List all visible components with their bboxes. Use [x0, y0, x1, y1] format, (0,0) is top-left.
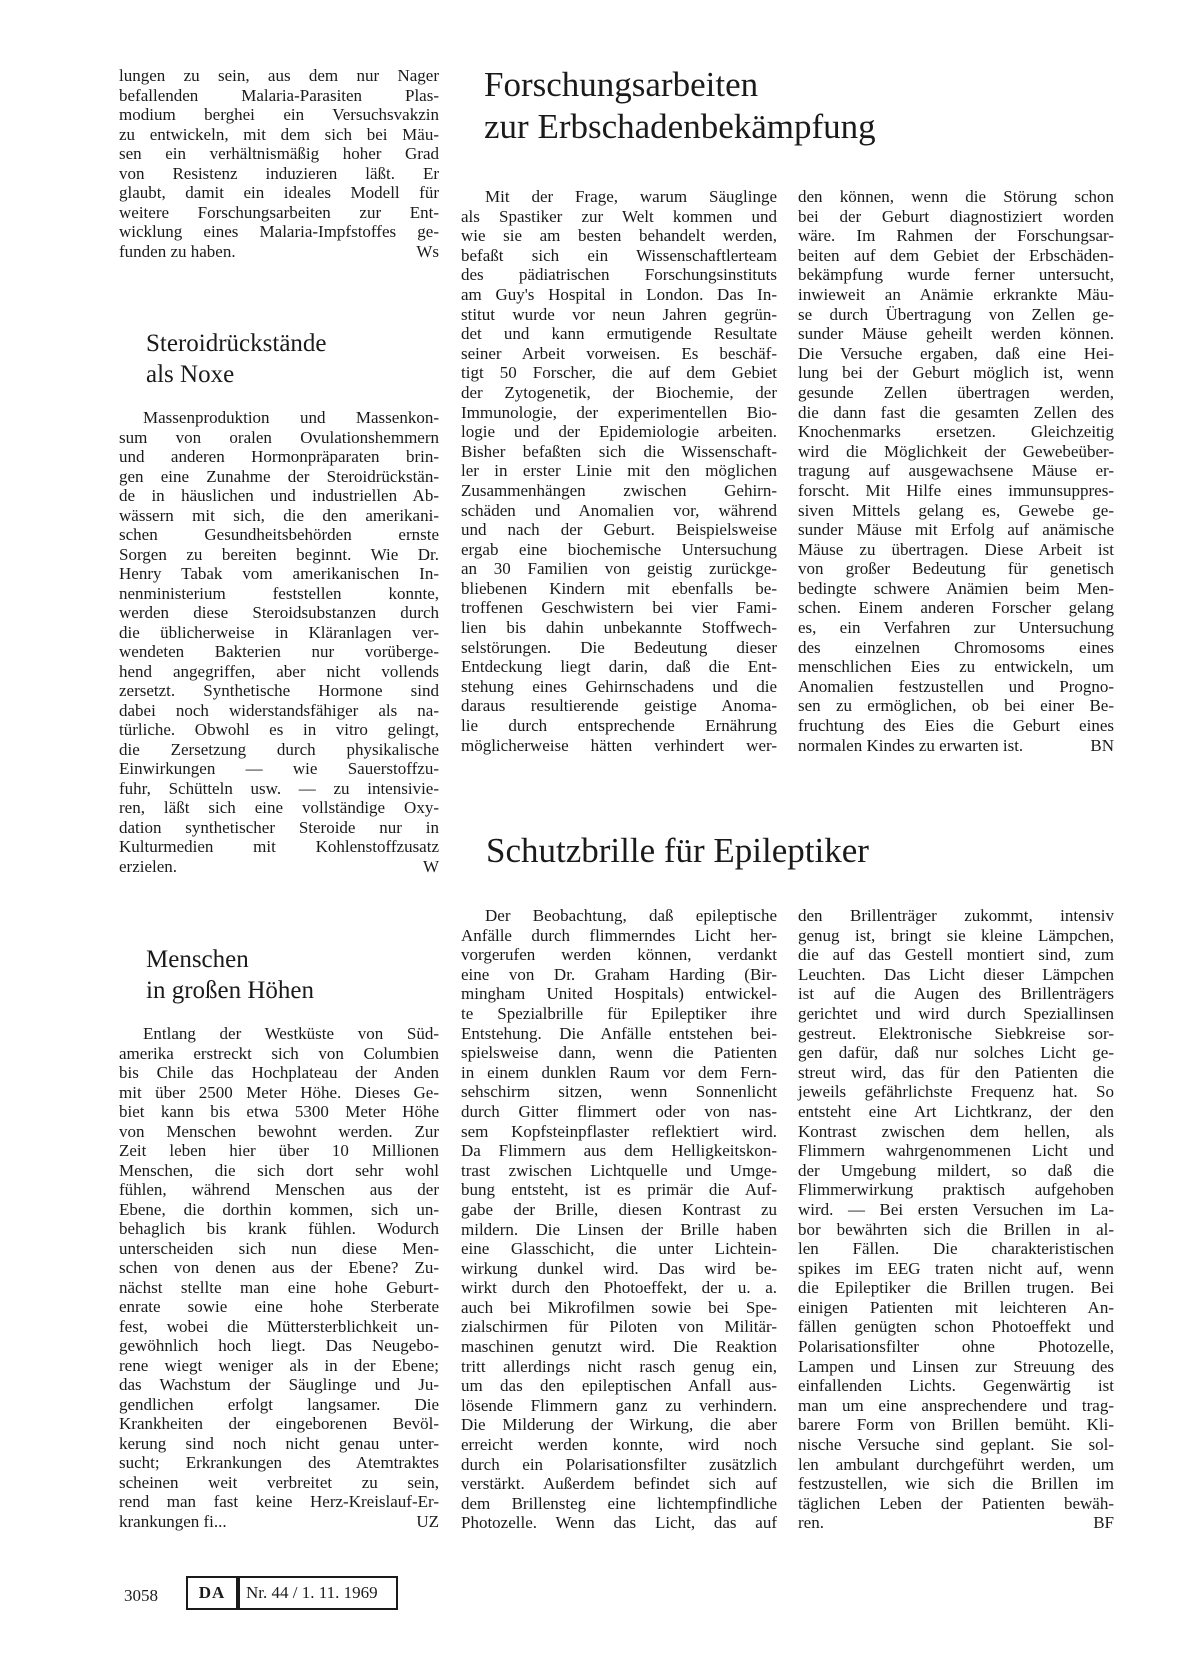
page-number: 3058 — [124, 1586, 158, 1605]
text-line: unterscheiden sich nun diese Men- — [119, 1238, 439, 1258]
text-line: Anomalien festzustellen und Progno- — [798, 676, 1114, 696]
column-left-top — [119, 66, 439, 261]
text-line: befaßt sich ein Wissenschaftlerteam — [461, 245, 777, 265]
text-line: scheinen weit verbreitet zu sein, — [119, 1472, 439, 1492]
steroid-lines — [119, 408, 439, 857]
text-line: sucht; Erkrankungen des Atemtraktes — [119, 1453, 439, 1472]
text-line: die dann fast die gesamten Zellen des — [798, 402, 1114, 422]
text-line: te Spezialbrille für Epileptiker ihre — [461, 1003, 777, 1023]
text-line: Der Beobachtung, daß epileptische — [485, 906, 777, 925]
text-line: rend man fast keine Herz-Kreislauf-Er- — [119, 1492, 439, 1511]
text-line: schen von denen aus der Ebene? Zu- — [119, 1258, 439, 1277]
text-line: Kontrast zwischen dem hellen, als — [798, 1121, 1114, 1141]
text-line: daraus resultierende geistige Anoma- — [461, 696, 777, 716]
text-line: Entlang der Westküste von Süd- — [143, 1024, 439, 1043]
text-line: Flimmerwirkung praktisch aufgehoben — [798, 1180, 1114, 1200]
text-line: Ebene, die dorthin kommen, sich un- — [119, 1199, 439, 1219]
signature: UZ — [416, 1511, 439, 1531]
brille-col1-lines — [461, 906, 777, 1533]
text-line: man um eine ansprechendere und trag- — [798, 1395, 1114, 1415]
text-line: zersetzt. Synthetische Hormone sind — [119, 681, 439, 700]
text-line: bei der Geburt diagnostiziert worden — [798, 206, 1114, 226]
text-line: jeweils gefährlichste Frequenz hat. So — [798, 1082, 1114, 1102]
text-line: Da Flimmern aus dem Helligkeitskon- — [461, 1141, 777, 1161]
text-line: am Guy's Hospital in London. Das In- — [461, 284, 777, 304]
text-line: als Spastiker zur Welt kommen und — [461, 206, 777, 226]
text-line: wie sie am besten behandelt werden, — [461, 226, 777, 246]
text-line: sum von oralen Ovulationshemmern — [119, 427, 439, 447]
text-line: Zeit leben hier über 10 Millionen — [119, 1141, 439, 1160]
text-line: Lampen und Linsen zur Streuung des — [798, 1356, 1114, 1376]
text-line: durch ein Polarisationsfilter zusätzlich — [461, 1454, 777, 1474]
text-line: gestreut. Elektronische Siebkreise sor- — [798, 1023, 1114, 1043]
text-line: selstörungen. Die Bedeutung dieser — [461, 637, 777, 657]
text-line: möglicherweise hätten verhindert wer- — [461, 735, 777, 755]
text-line: lösende Flimmern ganz zu verhindern. — [461, 1395, 777, 1415]
article-body-steroid — [119, 408, 439, 876]
text-line: an 30 Familien von geistig zurückge- — [461, 559, 777, 579]
text-line: biet kann bis etwa 5300 Meter Höhe — [119, 1102, 439, 1121]
text-line: in einem dunklen Raum vor dem Fern- — [461, 1062, 777, 1082]
text-line: Die Versuche ergaben, daß eine Hei- — [798, 343, 1114, 363]
text-line: die auf das Gestell montiert sind, zum — [798, 945, 1114, 965]
text-line: len Fällen. Die charakteristischen — [798, 1239, 1114, 1259]
journal-logo: DA — [186, 1576, 238, 1610]
text-line: Leuchten. Das Licht dieser Lämpchen — [798, 964, 1114, 984]
text-line: wäre. Im Rahmen der Forschungsar- — [798, 226, 1114, 246]
text-line: schen. Einem anderen Forscher gelang — [798, 598, 1114, 618]
text-line: von Resistenz induzieren läßt. Er — [119, 163, 439, 183]
text-line: türliche. Obwohl es in vitro gelingt, — [119, 720, 439, 739]
text-line: nische Versuche sind geplant. Sie sol- — [798, 1435, 1114, 1455]
text-line: mingham United Hospitals) entwickel- — [461, 984, 777, 1004]
text-line: dation synthetischer Steroide nur in — [119, 817, 439, 837]
erbschaden-col1-lines — [461, 187, 777, 755]
text-line: fühlen, während Menschen aus der — [119, 1180, 439, 1199]
signature: BF — [1093, 1513, 1114, 1533]
text-line: bliebenen Kindern mit ebenfalls be- — [461, 578, 777, 598]
text-line: tragung auf ausgewachsene Mäuse er- — [798, 461, 1114, 481]
text-line: spielsweise dann, wenn die Patienten — [461, 1043, 777, 1063]
text-line: von großer Bedeutung für genetisch — [798, 559, 1114, 579]
text-line: Die Milderung der Wirkung, die aber — [461, 1415, 777, 1435]
text-line: gabe der Brille, diesen Kontrast zu — [461, 1199, 777, 1219]
text-line: zialschirmen für Piloten von Militär- — [461, 1317, 777, 1337]
text-line: lungen zu sein, aus dem nur Nager — [119, 66, 439, 85]
text-line: der Umgebung mildert, so daß die — [798, 1160, 1114, 1180]
text-line: von Menschen bewohnt werden. Zur — [119, 1121, 439, 1141]
text-line: stitut wurde vor neun Jahren gegrün- — [461, 304, 777, 324]
erbschaden-column-2 — [798, 187, 1114, 755]
text-line: det und kann ermutigende Resultate — [461, 324, 777, 344]
text-line: tigt 50 Forscher, die auf dem Gebiet — [461, 363, 777, 383]
text-line: amerika erstreckt sich von Columbien — [119, 1043, 439, 1063]
text-line: entsteht eine Art Lichtkranz, der den — [798, 1101, 1114, 1121]
text-line: Polarisationsfilter ohne Photozelle, — [798, 1337, 1114, 1357]
text-line: sem Kopfsteinpflaster reflektiert wird. — [461, 1121, 777, 1141]
text-line: Kulturmedien mit Kohlenstoffzusatz — [119, 837, 439, 856]
text-line: erreicht werden konnte, wird noch — [461, 1435, 777, 1455]
text-line: das Wachstum der Säuglinge und Ju- — [119, 1375, 439, 1394]
text-line: Mit der Frage, warum Säuglinge — [485, 187, 777, 206]
text-line: gen dafür, daß nur solches Licht ge- — [798, 1043, 1114, 1063]
text-line: und nach der Geburt. Beispielsweise — [461, 520, 777, 540]
text-line: festzustellen, wie sich die Brillen im — [798, 1474, 1114, 1494]
signature: BN — [1090, 735, 1114, 755]
text-line: Photozelle. Wenn das Licht, das auf — [461, 1513, 777, 1533]
hoehen-lines — [119, 1024, 439, 1512]
article-title-steroid: Steroidrückstände als Noxe — [146, 330, 327, 388]
article-body-hoehen — [119, 1024, 439, 1531]
erbschaden-column-1 — [461, 187, 777, 755]
brille-col2-lines — [798, 906, 1114, 1513]
text-line: Entdeckung liegt darin, daß die Ent- — [461, 657, 777, 677]
text-line: Sorgen zu bereiten beginnt. Wie Dr. — [119, 544, 439, 564]
text-line: lie durch entsprechende Ernährung — [461, 716, 777, 736]
text-line: wicklung eines Malaria-Impfstoffes ge- — [119, 222, 439, 241]
text-line: wässern mit sich, die den amerikani- — [119, 505, 439, 525]
text-line: se durch Übertragung von Zellen ge- — [798, 304, 1114, 324]
text-line: Anfälle durch flimmerndes Licht her- — [461, 925, 777, 945]
text-line: fruchtung des Eies die Geburt eines — [798, 716, 1114, 736]
text-line: bedingte schwere Anämien beim Men- — [798, 578, 1114, 598]
text-line: gen eine Zunahme der Steroidrückstän- — [119, 466, 439, 486]
text-line: logie und der Epidemiologie arbeiten. — [461, 422, 777, 442]
text-line: gewöhnlich hoch liegt. Das Neugebo- — [119, 1336, 439, 1355]
text-line: gesunde Zellen übertragen werden, — [798, 382, 1114, 402]
text-line: den Brillenträger zukommt, intensiv — [798, 906, 1114, 925]
text-line: einfallenden Lichts. Gegenwärtig ist — [798, 1376, 1114, 1396]
text-line: die Epileptiker die Brillen trugen. Bei — [798, 1278, 1114, 1298]
text-line: enrate sowie eine hohe Sterberate — [119, 1297, 439, 1316]
signature: Ws — [416, 241, 439, 261]
text-line: zu entwickeln, mit dem sich bei Mäu- — [119, 124, 439, 144]
steroid-last-line: erzielen. W — [119, 856, 439, 876]
text-line: menschlichen Eies zu entwickeln, um — [798, 657, 1114, 677]
signature: W — [422, 856, 439, 876]
text-line: troffenen Geschwistern bei vier Fami- — [461, 598, 777, 618]
text-line: tritt allerdings nicht rasch genug ein, — [461, 1356, 777, 1376]
text-line: Einwirkungen — wie Sauerstoffzu- — [119, 759, 439, 778]
text-line: bis Chile das Hochplateau der Anden — [119, 1063, 439, 1082]
text-line: verstärkt. Außerdem befindet sich auf — [461, 1474, 777, 1494]
text-line: ist auf die Augen des Brillenträgers — [798, 984, 1114, 1004]
text-line: sunder Mäuse geheilt werden können. — [798, 324, 1114, 344]
text-line: Zusammenhängen zwischen Gehirn- — [461, 480, 777, 500]
text-line: es, ein Verfahren zur Untersuchung — [798, 618, 1114, 638]
text-line: nenministerium feststellen konnte, — [119, 583, 439, 603]
continuation-text — [119, 66, 439, 242]
continuation-last-line: funden zu haben. Ws — [119, 241, 439, 261]
text-line: befallenden Malaria-Parasiten Plas- — [119, 85, 439, 105]
text-line: barere Form von Brillen bemüht. Kli- — [798, 1415, 1114, 1435]
text-line: die üblicherweise in Kläranlagen ver- — [119, 622, 439, 642]
text-line: des einzelnen Chromosoms eines — [798, 637, 1114, 657]
text-line: und anderen Hormonpräparaten brin- — [119, 447, 439, 466]
text-line: gendlichen erfolgt langsamer. Die — [119, 1394, 439, 1414]
text-line: wirkt durch den Photoeffekt, der u. a. — [461, 1278, 777, 1298]
text-line: nächst stellte man eine hohe Geburt- — [119, 1277, 439, 1297]
text-line: um das den epileptischen Anfall aus- — [461, 1376, 777, 1396]
text-line: len ambulant durchgeführt werden, um — [798, 1454, 1114, 1474]
text-line: bor bewährten sich die Brillen in al- — [798, 1219, 1114, 1239]
text-line: behaglich bis krank fühlen. Wodurch — [119, 1219, 439, 1238]
text-line: durch Gitter flimmert oder von nas- — [461, 1101, 777, 1121]
text-line: Entstehung. Die Anfälle entstehen bei- — [461, 1023, 777, 1043]
brille-last-line: ren. BF — [798, 1513, 1114, 1533]
text-line: vorgerufen werden können, verdankt — [461, 945, 777, 965]
text-line: hend angegriffen, aber nicht vollends — [119, 661, 439, 681]
text-line: wendeten Bakterien nur vorüberge- — [119, 642, 439, 661]
text-line: maschinen genutzt wird. Die Reaktion — [461, 1337, 777, 1357]
article-title-hoehen: Menschen in großen Höhen — [146, 946, 315, 1004]
text-line: sen ein verhältnismäßig hoher Grad — [119, 144, 439, 163]
text-line: siven Mittels gelang es, Gewebe ge- — [798, 500, 1114, 520]
erbschaden-col2-lines — [798, 187, 1114, 736]
text-line: auch bei Mikrofilmen sowie bei Spe- — [461, 1297, 777, 1317]
text-line: eine Glasschicht, die unter Lichtein- — [461, 1239, 777, 1259]
text-line: Knochenmarks ersetzen. Gleichzeitig — [798, 422, 1114, 442]
text-line: bung entsteht, ist es primär die Auf- — [461, 1180, 777, 1200]
text-line: dem Brillensteg eine lichtempfindliche — [461, 1493, 777, 1513]
text-line: Massenproduktion und Massenkon- — [143, 408, 439, 427]
text-line: Mäuse zu übertragen. Diese Arbeit ist — [798, 539, 1114, 559]
text-line: lien bis dahin unbekannte Stoffwech- — [461, 618, 777, 638]
text-line: beiten auf dem Gebiet der Erbschäden- — [798, 245, 1114, 265]
hoehen-last-line: krankungen fi... UZ — [119, 1511, 439, 1531]
text-line: mildern. Die Linsen der Brille haben — [461, 1219, 777, 1239]
text-line: trast zwischen Lichtquelle und Umge- — [461, 1160, 777, 1180]
text-line: forscht. Mit Hilfe eines immunsuppres- — [798, 480, 1114, 500]
text-line: streut wird, das für den Patienten die — [798, 1062, 1114, 1082]
text-line: ren, läßt sich eine vollständige Oxy- — [119, 798, 439, 817]
text-line: Krankheiten der eingeborenen Bevöl- — [119, 1414, 439, 1433]
article-title-erbschaden: Forschungsarbeiten zur Erbschadenbekämpfung — [484, 65, 876, 146]
text-line: den können, wenn die Störung schon — [798, 187, 1114, 206]
text-line: des pädiatrischen Forschungsinstituts — [461, 265, 777, 285]
text-line: modium berghei ein Versuchsvakzin — [119, 105, 439, 124]
text-line: spikes im EEG traten nicht auf, wenn — [798, 1258, 1114, 1278]
text-line: kerung sind noch nicht genau unter- — [119, 1433, 439, 1453]
text-line: genug ist, bringt sie kleine Lämpchen, — [798, 925, 1114, 945]
text-line: ergab eine biochemische Untersuchung — [461, 539, 777, 559]
text-line: ler in erster Linie mit den möglichen — [461, 461, 777, 481]
text-line: schäden und Anomalien vor, während — [461, 500, 777, 520]
text-line: wird die Möglichkeit der Gewebeüber- — [798, 441, 1114, 461]
erbschaden-last-line: normalen Kindes zu erwarten ist. BN — [798, 735, 1114, 755]
text-line: Henry Tabak vom amerikanischen In- — [119, 564, 439, 583]
text-line: täglichen Leben der Patienten bewäh- — [798, 1493, 1114, 1513]
text-line: Bisher befaßten sich die Wissenschaft- — [461, 441, 777, 461]
text-line: wird. — Bei ersten Versuchen im La- — [798, 1199, 1114, 1219]
text-line: dabei noch widerstandsfähiger als na- — [119, 700, 439, 720]
brille-column-1 — [461, 906, 777, 1533]
text-line: werden diese Steroidsubstanzen durch — [119, 603, 439, 622]
text-line: rene wiegt weniger als in der Ebene; — [119, 1355, 439, 1375]
text-line: stehung eines Gehirnschadens und die — [461, 676, 777, 696]
text-line: mit über 2500 Meter Höhe. Dieses Ge- — [119, 1082, 439, 1102]
text-line: gerichtet und wird durch Speziallinsen — [798, 1003, 1114, 1023]
text-line: de in häuslichen und industriellen Ab- — [119, 486, 439, 505]
text-line: sehschirm sitzen, wenn Sonnenlicht — [461, 1082, 777, 1102]
text-line: Immunologie, der experimentellen Bio- — [461, 402, 777, 422]
text-line: wirkung dunkel wird. Das wird be- — [461, 1258, 777, 1278]
text-line: Menschen, die sich dort sehr wohl — [119, 1160, 439, 1180]
issue-info: Nr. 44 / 1. 11. 1969 — [238, 1576, 398, 1610]
text-line: sunder Mäuse mit Erfolg auf anämische — [798, 520, 1114, 540]
text-line: Flimmern wahrgenommenen Licht und — [798, 1141, 1114, 1161]
text-line: fuhr, Schütteln usw. — zu intensivie- — [119, 778, 439, 798]
text-line: glaubt, damit ein ideales Modell für — [119, 183, 439, 202]
text-line: fest, wobei die Müttersterblichkeit un- — [119, 1316, 439, 1336]
text-line: weitere Forschungsarbeiten zur Ent- — [119, 202, 439, 222]
text-line: eine von Dr. Graham Harding (Bir- — [461, 964, 777, 984]
text-line: sen zu ermöglichen, ob bei einer Be- — [798, 696, 1114, 716]
text-line: lung bei der Geburt möglich ist, wenn — [798, 363, 1114, 383]
text-line: die Zersetzung durch physikalische — [119, 739, 439, 759]
brille-column-2 — [798, 906, 1114, 1533]
text-line: bekämpfung wurde ferner untersucht, — [798, 265, 1114, 285]
text-line: einigen Patienten mit leichteren An- — [798, 1297, 1114, 1317]
text-line: inwieweit an Anämie erkrankte Mäu- — [798, 284, 1114, 304]
text-line: schen Gesundheitsbehörden ernste — [119, 525, 439, 544]
article-title-brille: Schutzbrille für Epileptiker — [486, 831, 869, 870]
text-line: fällen genügten schon Photoeffekt und — [798, 1317, 1114, 1337]
text-line: seiner Arbeit vorweisen. Es beschäf- — [461, 343, 777, 363]
text-line: der Zytogenetik, der Biochemie, der — [461, 382, 777, 402]
